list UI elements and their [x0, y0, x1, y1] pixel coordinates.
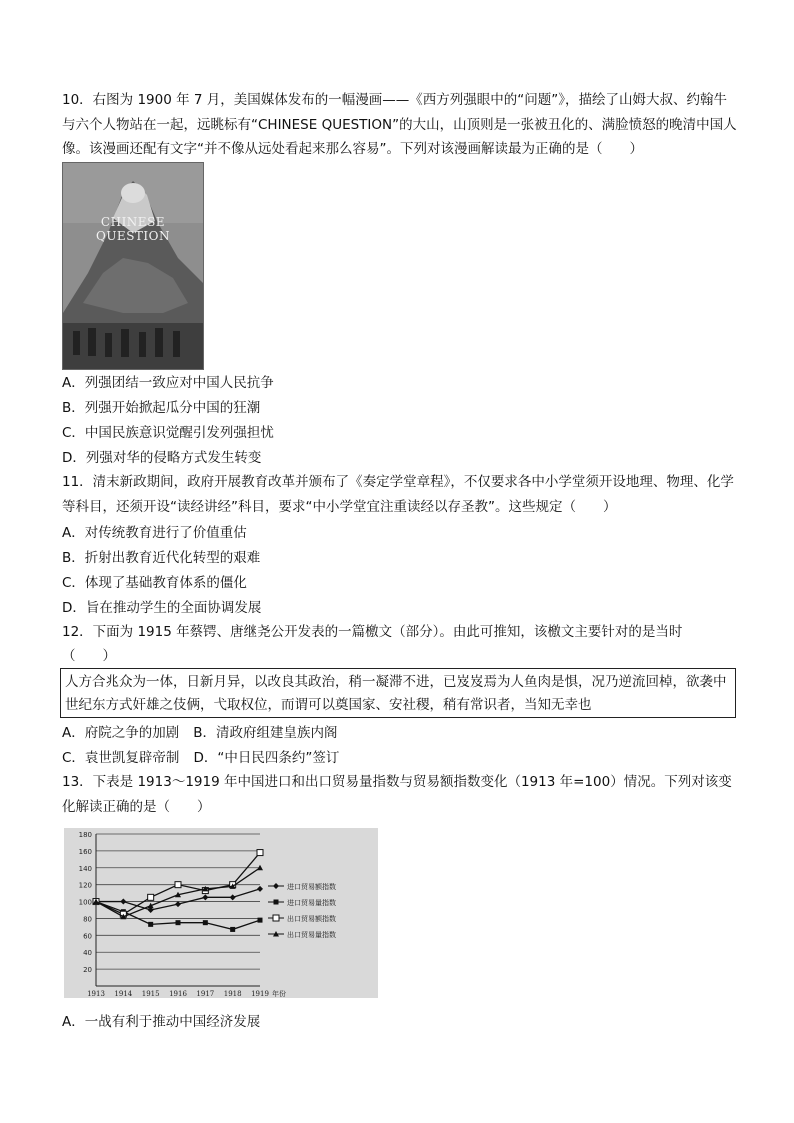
y-tick-label: 160: [78, 847, 92, 856]
legend-marker-3: [273, 915, 279, 921]
q12-option-a: A．府院之争的加剧: [62, 725, 180, 741]
q12-options-row1: [62, 723, 338, 743]
series-1-point: [257, 886, 263, 892]
series-3-point: [148, 894, 154, 900]
q12-quote: 人方合兆众为一体，日新月异，以改良其政治，稍一凝滞不进，已岌岌焉为人鱼肉是惧，况乃逆流回棹，欲袭中世纪东方式奸雄之伎俩，弋取权位，而谓可以奠国家、安社稷，稍有常识者，当知无幸也: [65, 674, 727, 713]
trade-index-chart: [64, 828, 378, 998]
y-tick-label: 80: [83, 915, 92, 924]
legend-label-4: 出口贸易量指数: [287, 931, 336, 939]
x-tick-label: 1913: [87, 990, 105, 998]
cartoon-label-question: QUESTION: [95, 229, 170, 243]
series-2-point: [230, 927, 235, 932]
q11-option-c: C．体现了基础教育体系的僵化: [62, 575, 247, 591]
q11-option-b: B．折射出教育近代化转型的艰难: [62, 550, 261, 566]
q12-stem: 12．下面为 1915 年蔡锷、唐继尧公开发表的一篇檄文（部分）。由此可推知，该檄文主要针对的是当时: [62, 624, 683, 640]
series-1-point: [175, 901, 181, 907]
q12-option-b: B．清政府组建皇族内阁: [193, 725, 338, 741]
q11-option-a: A．对传统教育进行了价值重估: [62, 525, 247, 541]
series-3-point: [175, 882, 181, 888]
x-axis-suffix: 年份: [272, 990, 286, 998]
legend-label-1: 进口贸易额指数: [287, 883, 336, 891]
q10-option-d: D．列强对华的侵略方式发生转变: [62, 450, 262, 466]
legend-label-3: 出口贸易额指数: [287, 915, 336, 923]
q12-option-c: C．袁世凯复辟帝制: [62, 750, 180, 766]
series-3-point: [257, 850, 263, 856]
q10-option-a: A．列强团结一致应对中国人民抗争: [62, 375, 274, 391]
cartoon-label-chinese: CHINESE: [100, 215, 166, 229]
y-tick-label: 140: [78, 864, 92, 873]
x-tick-label: 1918: [223, 990, 242, 998]
legend-label-2: 进口贸易量指数: [287, 899, 336, 907]
y-tick-label: 180: [78, 831, 92, 839]
q12-options-row2: [62, 748, 339, 768]
trade-index-chart-svg: [64, 828, 378, 998]
x-tick-label: 1917: [196, 990, 215, 998]
q12-quote-box: [60, 668, 736, 718]
series-1-point: [120, 899, 126, 905]
series-2-point: [258, 918, 263, 923]
y-tick-label: 40: [83, 949, 92, 958]
q11-option-d: D．旨在推动学生的全面协调发展: [62, 600, 262, 616]
cartoon-image: [62, 162, 204, 370]
y-tick-label: 20: [83, 966, 92, 975]
x-tick-label: 1919: [251, 990, 269, 998]
q13-stem: 13．下表是 1913～1919 年中国进口和出口贸易量指数与贸易额指数变化（1913 年=100）情况。下列对该变化解读正确的是（ ）: [62, 774, 732, 815]
series-2-point: [203, 920, 208, 925]
q12-stem-blank: （ ）: [62, 648, 116, 664]
y-tick-label: 60: [83, 932, 92, 941]
q10-stem: 10．右图为 1900 年 7 月，美国媒体发布的一幅漫画——《西方列强眼中的“问题”》，描绘了山姆大叔、约翰牛与六个人物站在一起，远眺标有“CHINESE QUESTION”的大山，山顶则是一张被丑化的、满脸愤怒的晚清中国人像。该漫画还配有文字“并不像从远处看起来那么容易”。下列对该漫画解读最为正确的是（ ）: [62, 92, 737, 157]
legend-marker-1: [273, 883, 279, 889]
series-2-point: [176, 920, 181, 925]
y-tick-label: 120: [78, 881, 92, 890]
q10-option-b: B．列强开始掀起瓜分中国的狂潮: [62, 400, 261, 416]
y-tick-label: 100: [78, 898, 92, 907]
x-tick-label: 1914: [114, 990, 133, 998]
q10-option-c: C．中国民族意识觉醒引发列强担忧: [62, 425, 274, 441]
series-2-point: [148, 922, 153, 927]
x-tick-label: 1915: [141, 990, 160, 998]
q12-option-d: D．“中日民四条约”签订: [193, 750, 340, 766]
q11-stem: 11．清末新政期间，政府开展教育改革并颁布了《奏定学堂章程》，不仅要求各中小学堂须开设地理、物理、化学等科目，还须开设“读经讲经”科目，要求“中小学堂宜注重读经以存圣教”。这些规定（ ）: [62, 474, 734, 515]
x-tick-label: 1916: [169, 990, 187, 998]
legend-marker-2: [274, 900, 279, 905]
q13-option-a: A．一战有利于推动中国经济发展: [62, 1014, 261, 1030]
series-1-point: [202, 894, 208, 900]
series-1-point: [230, 894, 236, 900]
